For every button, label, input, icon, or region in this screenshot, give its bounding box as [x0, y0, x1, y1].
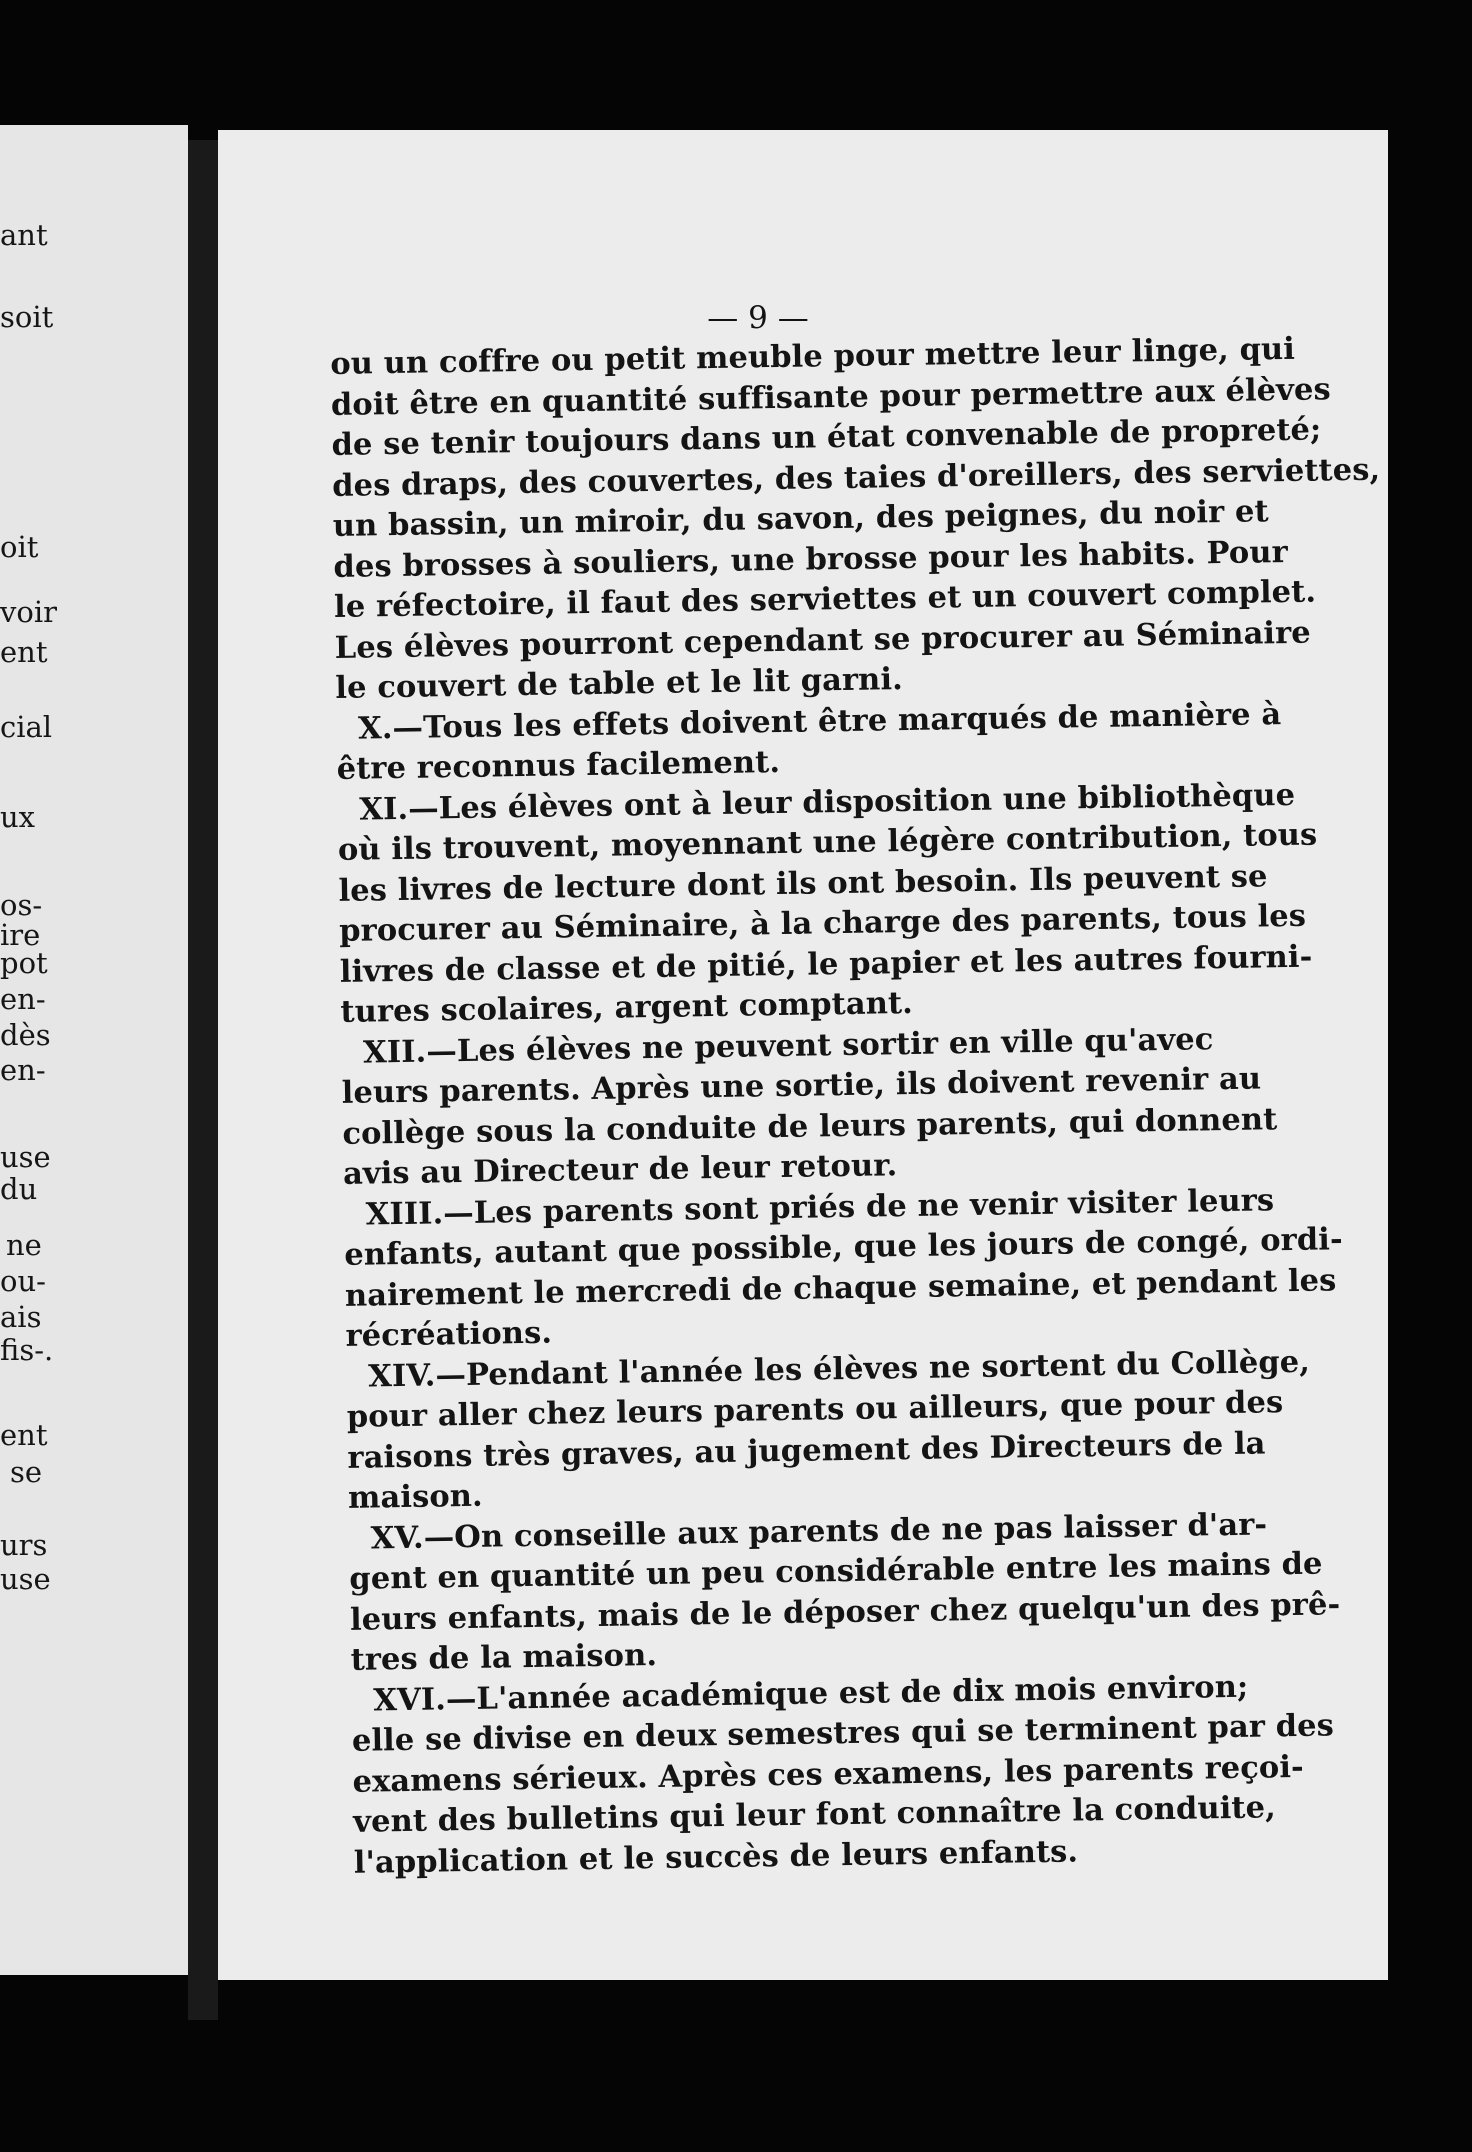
left-page-text-fragment: ne [6, 1228, 42, 1262]
text-line: examens sérieux. Après ces examens, les parents reçoi- [352, 1748, 1305, 1800]
text-line: enfants, autant que possible, que les jours de congé, ordi- [344, 1221, 1343, 1273]
left-page-text-fragment: use [0, 1140, 51, 1174]
left-page-text-fragment: voir [0, 595, 57, 629]
left-page-text-fragment: use [0, 1562, 51, 1596]
text-line: leurs enfants, mais de le déposer chez quelqu'un des prê- [349, 1585, 1341, 1638]
page-gutter-shadow [188, 140, 218, 2020]
left-page-text-fragment: soit [0, 300, 54, 334]
text-line: tres de la maison. [350, 1637, 658, 1678]
left-page-text-fragment: oit [0, 530, 39, 564]
left-page-text-fragment: se [10, 1455, 43, 1489]
text-line: le couvert de table et le lit garni. [335, 661, 904, 706]
left-page-text-fragment: ou- [0, 1264, 46, 1298]
text-line: avis au Directeur de leur retour. [342, 1147, 898, 1192]
left-page-text-fragment: fis-. [0, 1333, 54, 1367]
left-page-text-fragment: dès [0, 1018, 51, 1052]
text-line: Les élèves pourront cependant se procurer au Séminaire [334, 614, 1312, 666]
left-page-text-fragment: ais [0, 1300, 42, 1334]
text-line: collège sous la conduite de leurs parents, qui donnent [342, 1100, 1278, 1152]
text-line: l'application et le succès de leurs enfants. [353, 1832, 1079, 1881]
text-line: XII.—Les élèves ne peuvent sortir en ville qu'avec [362, 1020, 1214, 1071]
text-line: où ils trouvent, moyennant une légère contribution, tous [337, 816, 1318, 868]
left-page-text-fragment: ux [0, 800, 36, 834]
text-line: XVI.—L'année académique est de dix mois environ; [373, 1668, 1249, 1718]
left-page-text-fragment: urs [0, 1528, 48, 1562]
text-line: elle se divise en deux semestres qui se terminent par des [351, 1707, 1335, 1759]
text-line: le réfectoire, il faut des serviettes et un couvert complet. [333, 573, 1317, 625]
text-line: livres de classe et de pitié, le papier et les autres fourni- [339, 938, 1313, 990]
left-page-text-fragment: cial [0, 710, 53, 744]
left-page-text-fragment: ent [0, 1418, 48, 1452]
text-line: gent en quantité un peu considérable entre les mains de [349, 1545, 1323, 1597]
text-line: raisons très graves, au jugement des Directeurs de la [347, 1424, 1266, 1476]
left-page-text-fragment: ant [0, 218, 48, 252]
left-page-text-fragment: pot [0, 946, 48, 980]
text-line: récréations. [345, 1314, 553, 1354]
text-line: être reconnus facilement. [336, 743, 781, 787]
text-line: des draps, des couvertes, des taies d'oreillers, des serviettes, [331, 451, 1381, 504]
text-line: ou un coffre ou petit meuble pour mettre leur linge, qui [330, 330, 1296, 382]
text-line: pour aller chez leurs parents ou ailleurs, que pour des [346, 1384, 1284, 1435]
text-line: de se tenir toujours dans un état convenable de propreté; [331, 411, 1322, 463]
text-line: X.—Tous les effets doivent être marqués de manière à [357, 695, 1282, 747]
left-page-text-fragment: en- [0, 982, 46, 1016]
text-line: vent des bulletins qui leur font connaître la conduite, [352, 1789, 1277, 1840]
body-text [330, 330, 1381, 1882]
text-line: XIV.—Pendant l'année les élèves ne sortent du Collège, [367, 1343, 1311, 1395]
text-line: XI.—Les élèves ont à leur disposition une bibliothèque [359, 776, 1296, 828]
page-number: — 9 — [707, 300, 809, 336]
text-line: XIII.—Les parents sont priés de ne venir visiter leurs [365, 1181, 1275, 1233]
left-page-fragment [0, 125, 188, 1975]
scanned-page [218, 130, 1388, 1980]
text-line: les livres de lecture dont ils ont besoin. Ils peuvent se [338, 857, 1268, 909]
left-page-text-fragment: ire [0, 918, 41, 952]
left-page-text-fragment: os- [0, 888, 43, 922]
text-line: tures scolaires, argent comptant. [340, 984, 914, 1030]
text-line: des brosses à souliers, une brosse pour les habits. Pour [333, 533, 1289, 585]
text-line: procurer au Séminaire, à la charge des parents, tous les [338, 897, 1307, 949]
text-line: XV.—On conseille aux parents de ne pas laisser d'ar- [370, 1505, 1268, 1557]
left-page-text-fragment: ent [0, 635, 48, 669]
text-line: doit être en quantité suffisante pour permettre aux élèves [330, 370, 1332, 423]
text-line: un bassin, un miroir, du savon, des peignes, du noir et [332, 493, 1269, 544]
left-page-text-fragment: du [0, 1172, 38, 1206]
left-page-text-fragment: en- [0, 1053, 46, 1087]
text-line: maison. [347, 1477, 484, 1516]
text-line: nairement le mercredi de chaque semaine, et pendant les [344, 1261, 1337, 1314]
text-line: leurs parents. Après une sortie, ils doivent revenir au [341, 1060, 1262, 1111]
